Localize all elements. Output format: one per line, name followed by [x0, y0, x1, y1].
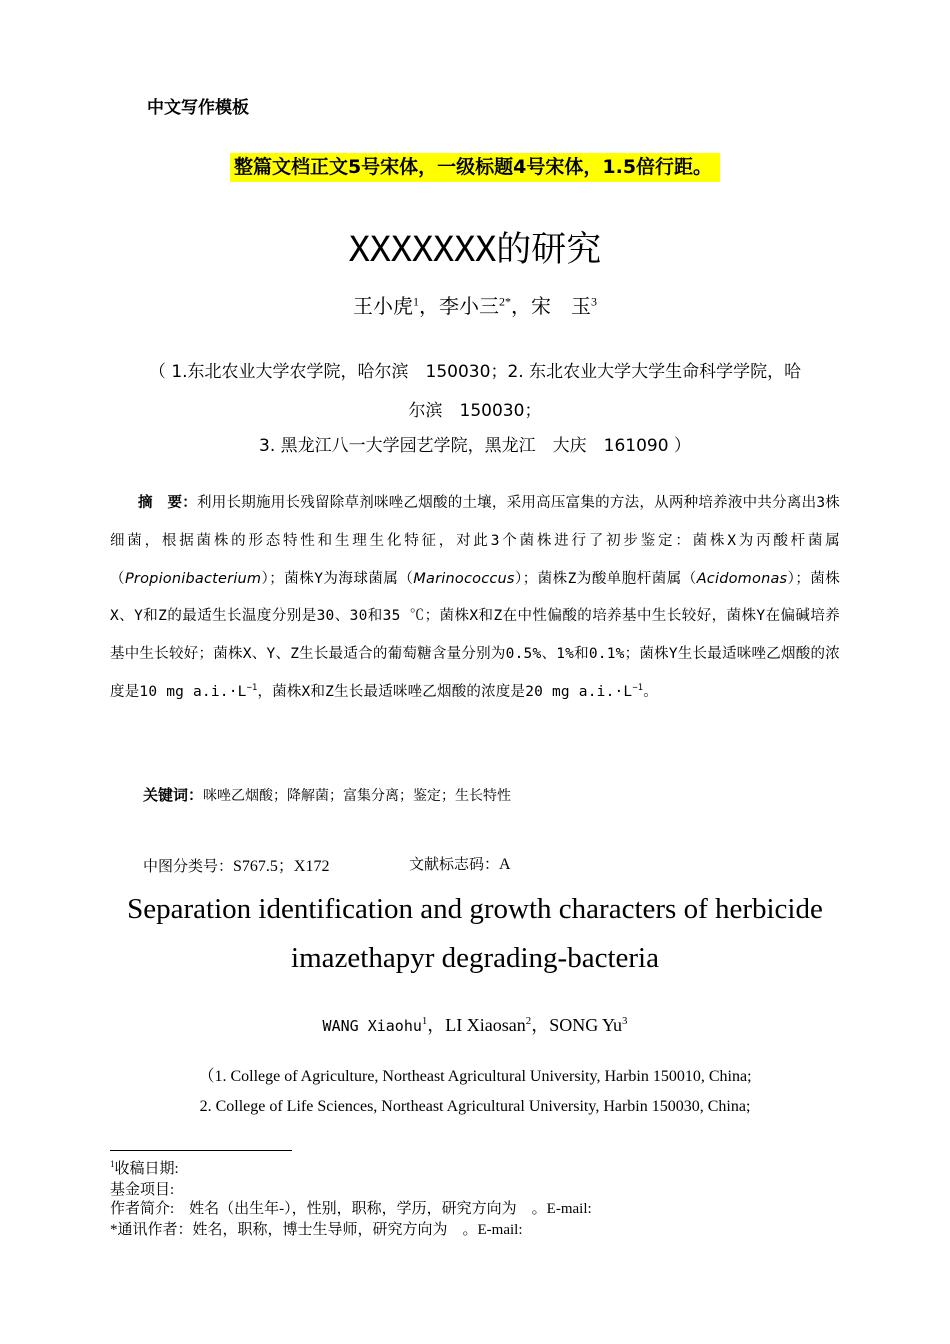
chinese-authors [0, 290, 950, 319]
document-code-label: 文献标志码： [409, 855, 500, 873]
author-name: WANG Xiaohu [322, 1017, 422, 1035]
author-separator: ， [419, 296, 439, 318]
document-code [409, 853, 511, 874]
author-superscript: 3 [591, 294, 597, 309]
genus-name: Propionibacterium [124, 570, 262, 587]
chinese-title: XXXXXXX的研究 [348, 230, 602, 270]
author-name: 王小虎 [353, 296, 413, 318]
clc-number [143, 853, 329, 876]
keywords-label: 关键词： [143, 786, 204, 804]
affiliation-line: 3. 黑龙江八一大学园艺学院，黑龙江 大庆 161090 ） [259, 436, 691, 456]
format-note [0, 152, 950, 179]
unit-superscript: −1 [246, 683, 258, 694]
abstract-text: ）；菌株Z为酸单胞杆菌属（ [514, 570, 697, 587]
author-separator: ， [531, 1015, 550, 1035]
template-label: 中文写作模板 [147, 98, 249, 118]
english-affiliation-line: （1. College of Agriculture, Northeast Agricultural University, Harbin 150010, China; [198, 1068, 752, 1085]
author-superscript: 1 [413, 294, 419, 309]
author-separator: ， [427, 1015, 446, 1035]
author-name: SONG Yu [549, 1015, 623, 1035]
author-name: 李小三 [439, 296, 499, 318]
footnote-funding: 基金项目: [110, 1182, 175, 1198]
keywords-value: 咪唑乙烟酸；降解菌；富集分离；鉴定；生长特性 [203, 788, 512, 804]
format-note-highlight: 整篇文档正文5号宋体，一级标题4号宋体，1.5倍行距。 [230, 153, 720, 182]
english-affiliation-line: 2. College of Life Sciences, Northeast Agricultural University, Harbin 150030, China; [199, 1098, 751, 1115]
clc-value: S767.5；X172 [233, 858, 330, 875]
footnote-received-date [110, 1157, 179, 1178]
genus-name: Acidomonas [696, 570, 788, 587]
affiliation-line: 尔滨 150030； [408, 401, 542, 421]
abstract-text: ）；菌株X、Y和Z的最适生长温度分别是30、30和35 ℃；菌株X和Z在中性偏酸的培养基中生长较好，菌株Y在偏碱培养基中生长较好；菌株X、Y、Z生长最适合的葡萄糖含量分别为0.5%、1%和0.1%；菌株Y生长最适咪唑乙烟酸的浓度是10 mg a.i.·L [110, 570, 840, 700]
keywords [143, 784, 511, 805]
author-name: 宋 玉 [531, 296, 591, 318]
author-superscript: 2 [525, 1015, 532, 1027]
footnote-marker: 1 [110, 1159, 115, 1169]
abstract-text: 。 [643, 683, 658, 700]
abstract-text: 利用长期施用长残留除草剂咪唑乙烟酸的土壤，采用高压富集的方法，从两种培养液中共分离出3株细菌，根据菌株的形态特性和生理生化特征，对此3个菌株进行了初步鉴定：菌株X为丙酸杆菌属（ [110, 495, 840, 587]
unit-superscript: −1 [632, 683, 644, 694]
english-title-line: imazethapyr degrading-bacteria [291, 942, 659, 974]
abstract-label: 摘 要： [138, 495, 198, 511]
abstract-text: ，菌株X和Z生长最适咪唑乙烟酸的浓度是20 mg a.i.·L [257, 683, 633, 700]
footnote-corresponding-author: *通讯作者：姓名，职称，博士生导师，研究方向为 。E-mail: [110, 1222, 523, 1238]
document-code-value: A [499, 856, 511, 873]
author-superscript: 2* [499, 294, 511, 309]
footnote-text: 收稿日期: [114, 1161, 179, 1177]
clc-label: 中图分类号： [143, 857, 234, 875]
genus-name: Marinococcus [413, 570, 515, 587]
abstract [110, 485, 840, 712]
author-name: LI Xiaosan [445, 1015, 526, 1035]
author-separator: ， [511, 296, 531, 318]
footnote-author-bio: 作者简介: 姓名（出生年-），性别，职称，学历，研究方向为 。E-mail: [110, 1201, 592, 1217]
abstract-text: ）；菌株Y为海球菌属（ [261, 570, 414, 587]
author-superscript: 3 [622, 1015, 628, 1027]
footnote-separator [110, 1150, 292, 1151]
author-superscript: 1 [421, 1015, 428, 1027]
english-title-line: Separation identification and growth characters of herbicide [127, 893, 823, 925]
english-authors [0, 1011, 950, 1037]
affiliation-line: （ 1.东北农业大学农学院，哈尔滨 150030；2. 东北农业大学大学生命科学学院，哈 [148, 362, 802, 382]
